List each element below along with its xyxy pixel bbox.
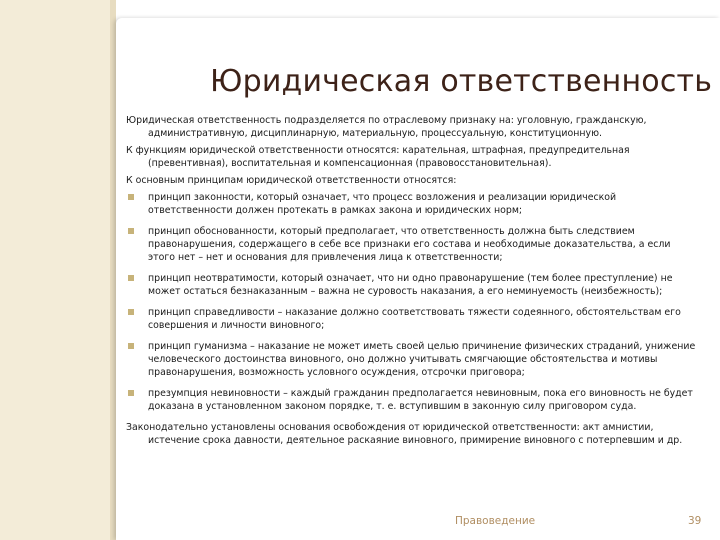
- list-item: [126, 272, 698, 298]
- list-item-text: принцип законности, который означает, что процесс возложения и реализации юридической ответственности должен протекать в рамках закона и юридических норм;: [148, 192, 617, 216]
- bullet-square-icon: [128, 309, 134, 315]
- list-item: [126, 387, 698, 413]
- bullet-square-icon: [128, 194, 134, 200]
- list-item: [126, 225, 698, 264]
- left-decorative-band: [0, 0, 110, 540]
- list-item: [126, 191, 698, 217]
- slide-title: Юридическая ответственность: [210, 64, 713, 100]
- paragraph-exemption: Законодательно установлены основания освобождения от юридической ответственности: акт амнистии, истечение срока давности, деятельное раскаяние виновного, примирение виновного с потерпевшим и др.: [126, 422, 683, 446]
- footer-label: Правоведение: [455, 515, 536, 527]
- paragraph-principles-intro: К основным принципам юридической ответственности относятся:: [126, 175, 457, 186]
- list-item: [126, 340, 698, 379]
- list-item-text: принцип обоснованности, который предполагает, что ответственность должна быть следствием правонарушения, содержащего в себе все признаки его состава и необходимые доказательства, а если этого нет – нет и основания для привлечения лица к ответственности;: [148, 226, 671, 263]
- list-item-text: принцип справедливости – наказание должно соответствовать тяжести содеянного, обстоятельствам его совершения и личности виновного;: [148, 307, 681, 331]
- page-number: 39: [688, 515, 702, 527]
- list-item-text: принцип гуманизма – наказание не может иметь своей целью причинение физических страданий, унижение человеческого достоинства виновного, оно должно учитывать смягчающие обстоятельства и мотивы правонарушения, возможность условного осуждения, отсрочки приговора;: [148, 341, 696, 378]
- paragraph-functions: К функциям юридической ответственности относятся: карательная, штрафная, предупредительная (превентивная), воспитательная и компенсационная (правовосстановительная).: [126, 145, 630, 169]
- bullet-square-icon: [128, 343, 134, 349]
- bullet-square-icon: [128, 390, 134, 396]
- slide-content: [126, 114, 698, 451]
- bullet-square-icon: [128, 228, 134, 234]
- paragraph-branches: Юридическая ответственность подразделяется по отраслевому признаку на: уголовную, гражданскую, административную, дисциплинарную, материальную, процессуальную, конституционную.: [126, 115, 647, 139]
- list-item: [126, 306, 698, 332]
- list-item-text: презумпция невиновности – каждый гражданин предполагается невиновным, пока его виновность не будет доказана в установленном законом порядке, т. е. вступившим в законную силу приговором суда.: [148, 388, 693, 412]
- bullet-square-icon: [128, 275, 134, 281]
- principles-list: [126, 191, 698, 413]
- list-item-text: принцип неотвратимости, который означает, что ни одно правонарушение (тем более преступление) не может остаться безнаказанным – важна не суровость наказания, а его неминуемость (неизбежность);: [148, 273, 673, 297]
